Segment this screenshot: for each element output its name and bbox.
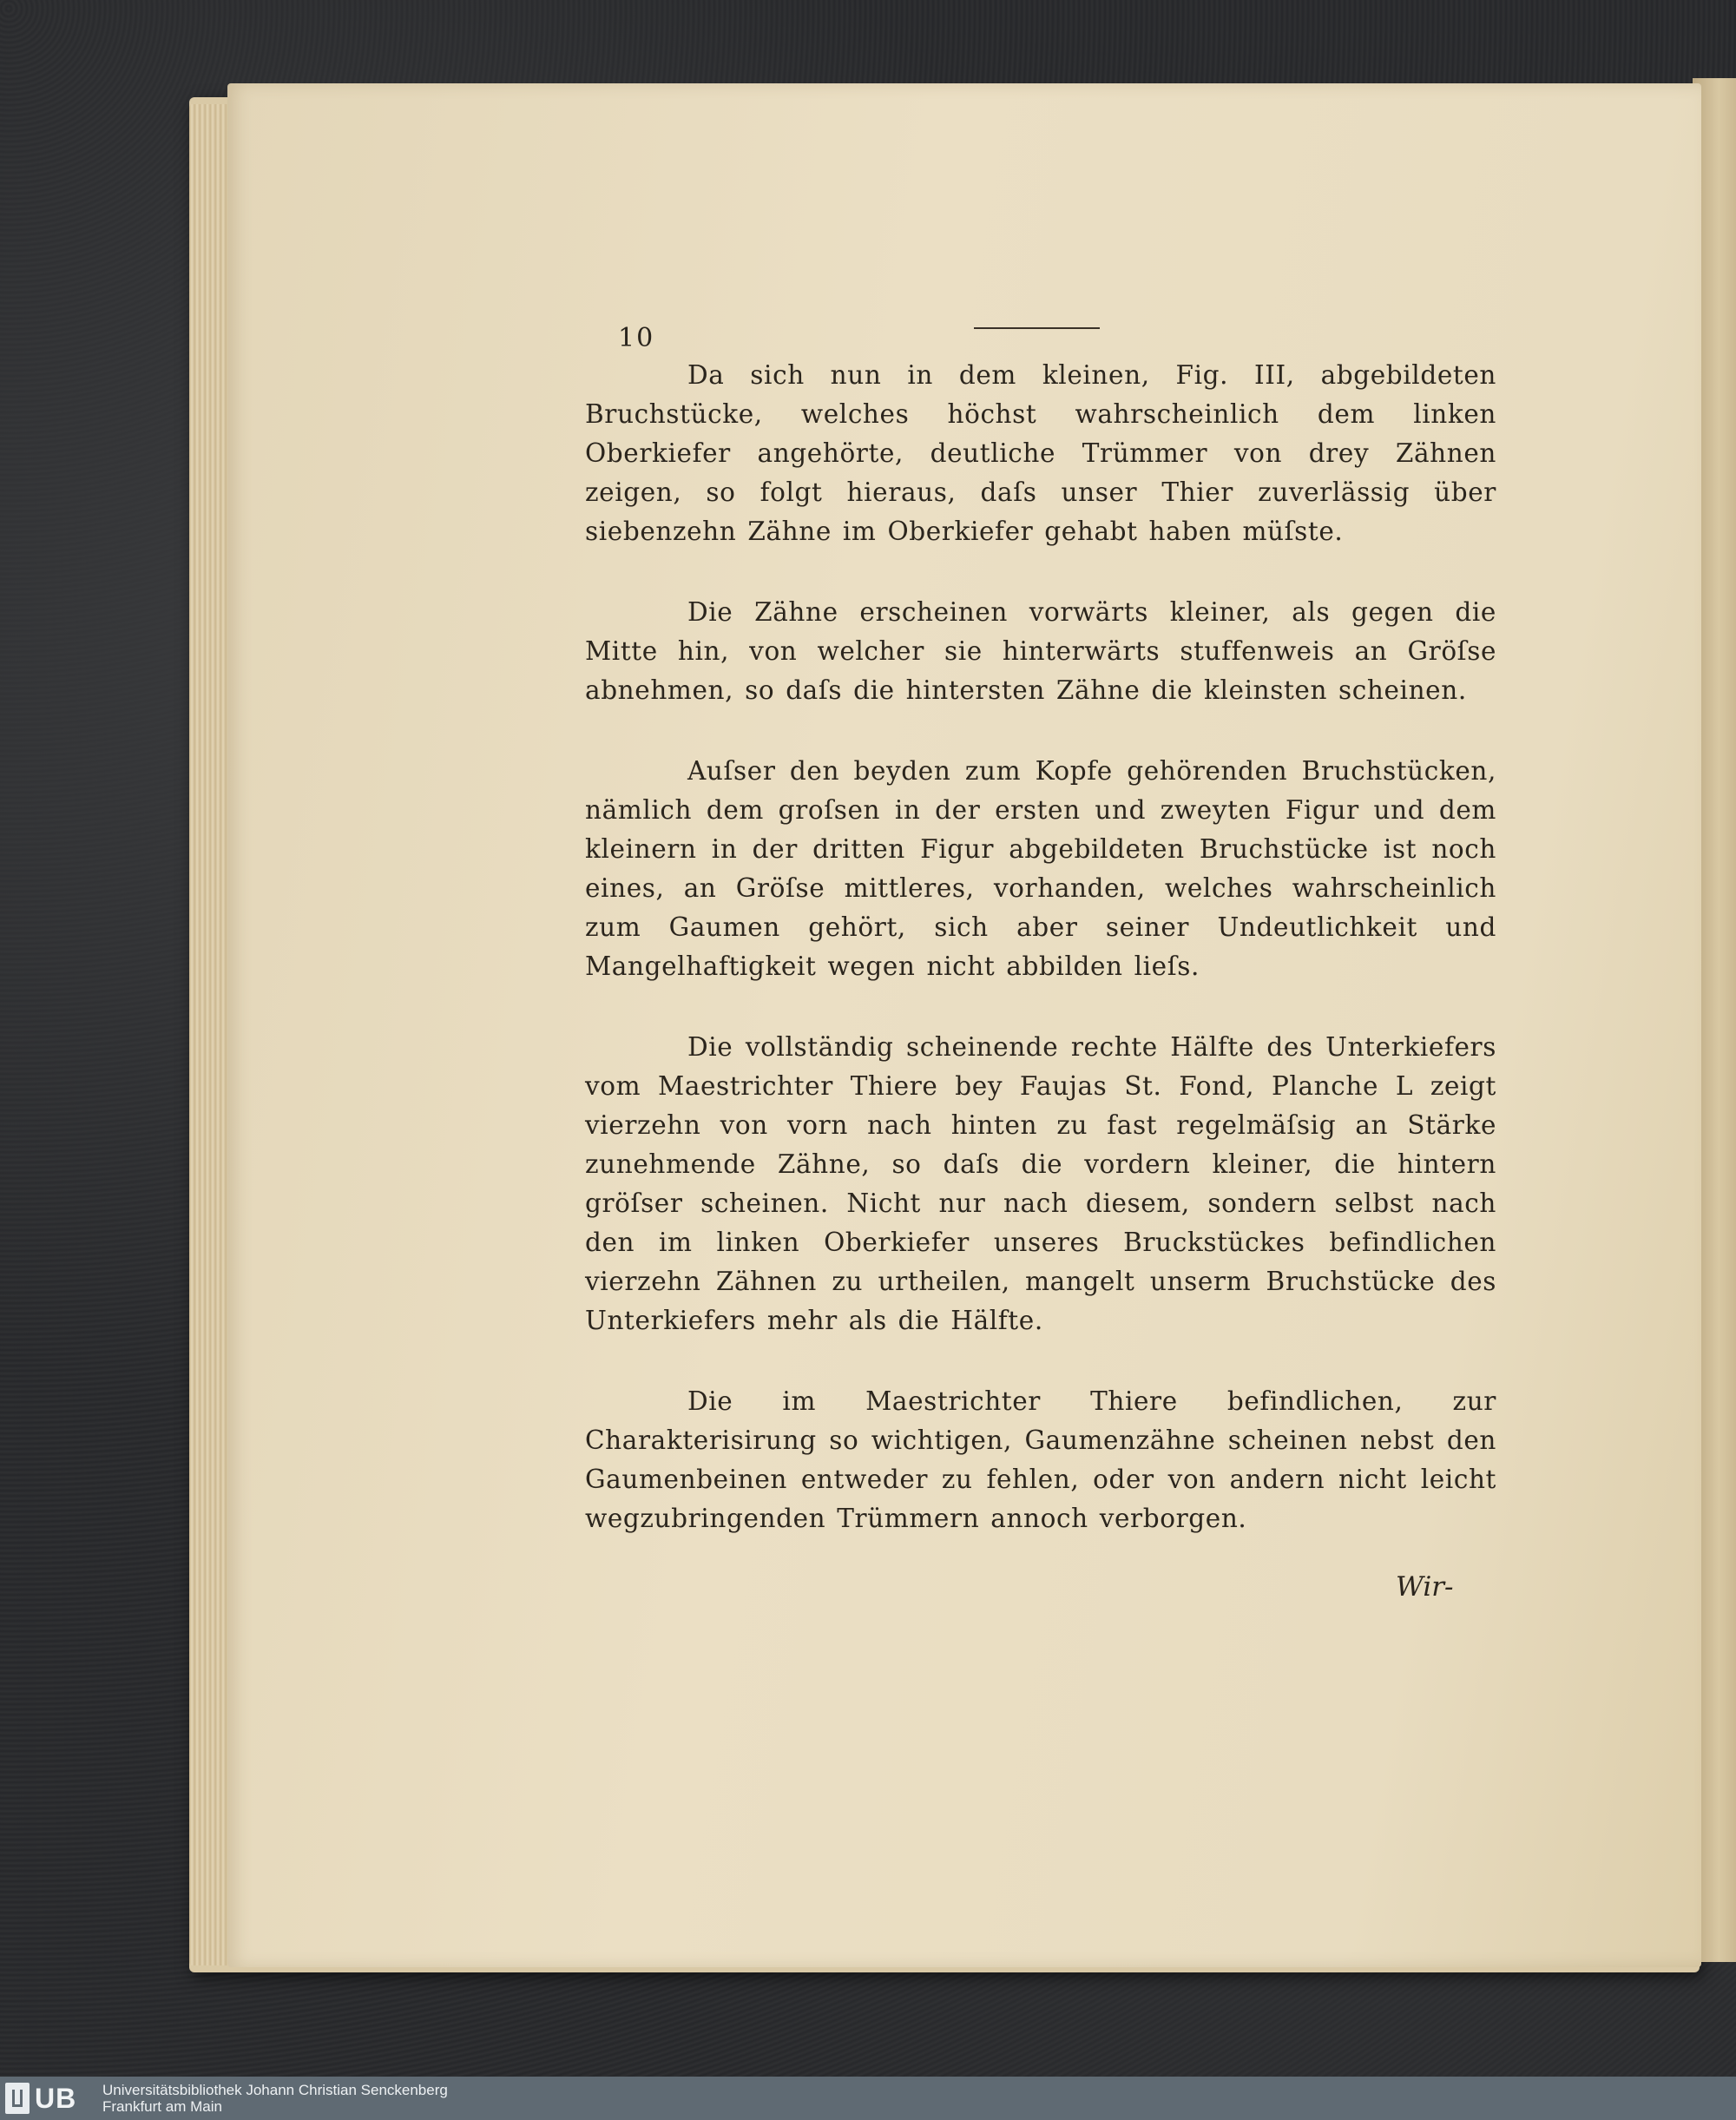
body-text [585,356,1496,1580]
paragraph-2: Die Zähne erscheinen vorwärts kleiner, als gegen die Mitte hin, von welcher sie hinterwärts stuffenweis an Gröſse abnehmen, so daſs die hintersten Zähne die kleinsten scheinen. [585,597,1496,705]
ub-logo-icon [5,2083,30,2114]
page-edges [189,104,231,1965]
footer-bar [0,2077,1736,2120]
footer-institution [102,2082,448,2115]
paragraph-3: Auſser den beyden zum Kopfe gehörenden Bruchstücken, nämlich dem groſsen in der ersten und zweyten Figur und dem kleinern in der dritten Figur abgebildeten Bruchstücke ist noch eines, an Gröſse mittleres, vorhanden, welches wahrscheinlich zum Gaumen gehört, sich aber seiner Undeutlichkeit und Mangelhaftigkeit wegen nicht abbilden lieſs. [585,756,1496,981]
ub-logo[interactable] [5,2081,89,2116]
paragraph-4: Die vollständig scheinende rechte Hälfte des Unterkiefers vom Maestrichter Thiere bey Faujas St. Fond, Planche L zeigt vierzehn von vorn nach hinten zu fast regelmäſsig an Stärke zunehmende Zähne, so daſs die vordern kleiner, die hintern gröſser scheinen. Nicht nur nach diesem, sondern selbst nach den im linken Oberkiefer unseres Bruckstückes befindlichen vierzehn Zähnen zu urtheilen, mangelt unserm Bruchstücke des Unterkiefers mehr als die Hälfte. [585,1032,1496,1335]
paragraph-5: Die im Maestrichter Thiere befindlichen, zur Charakterisirung so wichtigen, Gaumenzähne scheinen nebst den Gaumenbeinen entweder zu fehlen, oder von andern nicht leicht wegzubringenden Trümmern annoch verborgen. [585,1386,1496,1533]
catchword: Wir- [1396,1571,1454,1603]
footer-line-1: Universitätsbibliothek Johann Christian Senckenberg [102,2082,448,2098]
footer-line-2: Frankfurt am Main [102,2098,222,2115]
page-header [618,323,1490,358]
header-rule [974,327,1100,329]
ub-logo-text: UB [35,2082,77,2114]
paragraph-1: Da sich nun in dem kleinen, Fig. III, abgebildeten Bruchstücke, welches höchst wahrscheinlich dem linken Oberkiefer angehörte, deutliche Trümmer von drey Zähnen zeigen, so folgt hieraus, daſs unser Thier zuverlässig über siebenzehn Zähne im Oberkiefer gehabt haben müſste. [585,360,1496,546]
page-number: 10 [618,323,655,353]
